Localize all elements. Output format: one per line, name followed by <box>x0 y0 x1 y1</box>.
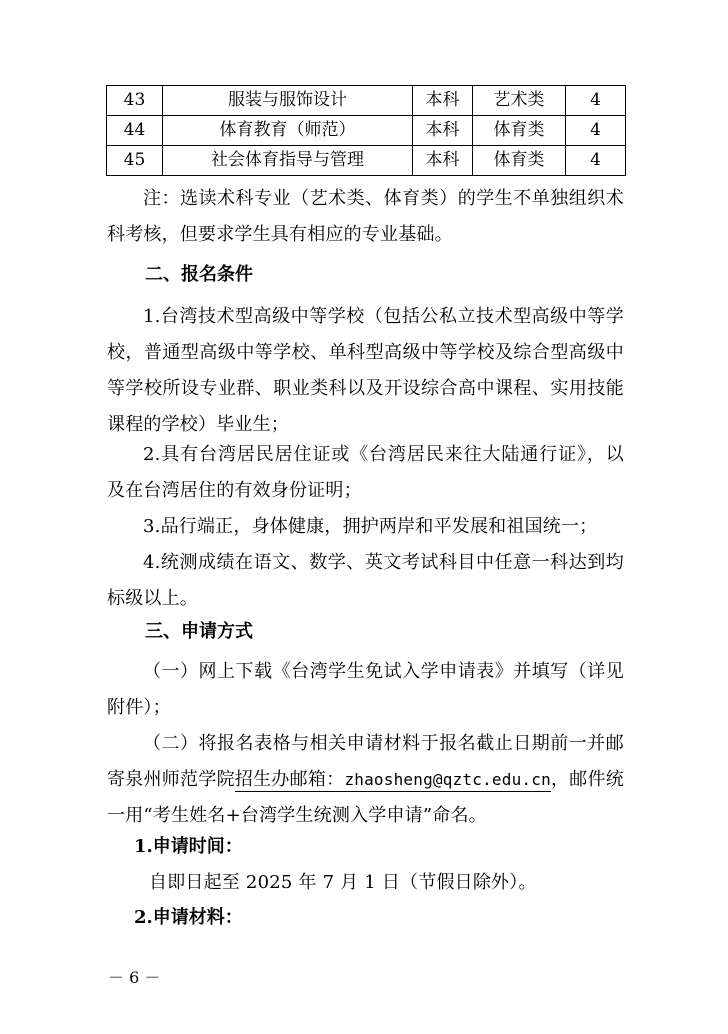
major-name: 体育教育（师范） <box>163 116 413 146</box>
table-note: 注：选读术科专业（艺术类、体育类）的学生不单独组织术科考核，但要求学生具有相应的专业基础。 <box>107 188 624 245</box>
degree-level: 本科 <box>413 86 473 116</box>
majors-table <box>106 85 626 176</box>
page-number: － 6 － <box>108 968 161 987</box>
section-heading-application: 三、申请方式 <box>145 621 253 642</box>
application-step-1: （一）网上下载《台湾学生免试入学申请表》并填写（详见附件）； <box>107 661 624 718</box>
row-number: 45 <box>107 146 163 176</box>
application-time-heading: 1.申请时间： <box>134 836 243 857</box>
row-number: 43 <box>107 86 163 116</box>
email-address: zhaosheng@qztc.edu.cn <box>344 770 551 789</box>
section-heading-registration: 二、报名条件 <box>145 264 253 285</box>
condition-item-1: 1.台湾技术型高级中等学校（包括公私立技术型高级中等学校，普通型高级中等学校、单科型高级中等学校及综合型高级中等学校所设专业群、职业类科以及开设综合高中课程、实用技能课程的学校）毕业生； <box>107 306 624 435</box>
application-step-2-suffix: ，邮件统一用“考生姓名+台湾学生统测入学申请”命名。 <box>107 769 624 826</box>
admissions-email-link[interactable] <box>235 769 551 792</box>
application-time-text: 自即日起至 2025 年 7 月 1 日（节假日除外）。 <box>149 872 537 893</box>
email-label: 招生办邮箱： <box>234 769 345 790</box>
major-category: 体育类 <box>473 116 566 146</box>
condition-item-4: 4.统测成绩在语文、数学、英文考试科目中任意一科达到均标级以上。 <box>107 552 624 609</box>
study-years: 4 <box>566 146 626 176</box>
application-materials-heading: 2.申请材料： <box>134 907 243 928</box>
row-number: 44 <box>107 116 163 146</box>
table-row <box>107 116 626 146</box>
study-years: 4 <box>566 86 626 116</box>
degree-level: 本科 <box>413 146 473 176</box>
degree-level: 本科 <box>413 116 473 146</box>
application-step-2 <box>107 726 624 834</box>
application-step-2-text: （二）将报名表格与相关申请材料于报名截止日期前一并邮寄泉州师范学院 <box>107 733 624 790</box>
major-category: 体育类 <box>473 146 566 176</box>
table-row <box>107 146 626 176</box>
condition-item-2: 2.具有台湾居民居住证或《台湾居民来往大陆通行证》，以及在台湾居住的有效身份证明； <box>107 444 624 501</box>
major-name: 服装与服饰设计 <box>163 86 413 116</box>
major-category: 艺术类 <box>473 86 566 116</box>
major-name: 社会体育指导与管理 <box>163 146 413 176</box>
condition-item-3: 3.品行端正，身体健康，拥护两岸和平发展和祖国统一； <box>143 516 598 537</box>
study-years: 4 <box>566 116 626 146</box>
table-row <box>107 86 626 116</box>
